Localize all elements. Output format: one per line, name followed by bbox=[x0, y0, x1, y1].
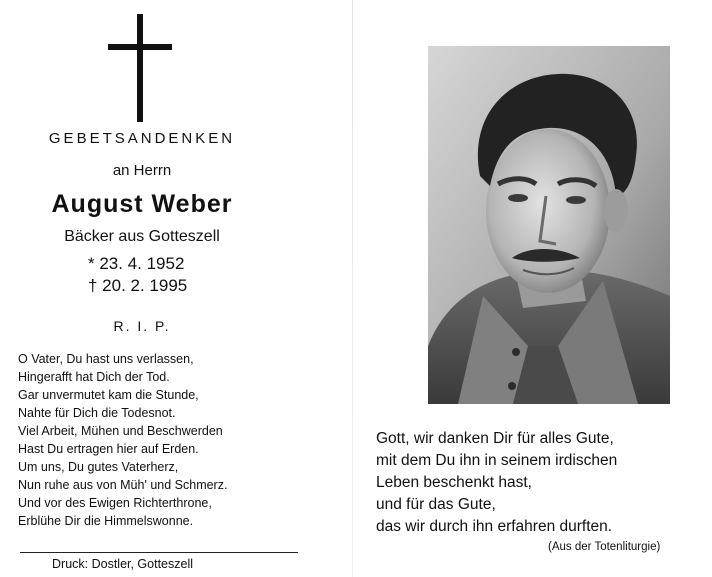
poem-line: Nahte für Dich die Todesnot. bbox=[18, 406, 176, 420]
poem-line: Erblühe Dir die Himmelswonne. bbox=[18, 514, 194, 528]
prayer-line: Gott, wir danken Dir für alles Gute, bbox=[376, 430, 614, 447]
card-heading: GEBETSANDENKEN bbox=[48, 130, 236, 147]
prayer-line: und für das Gute, bbox=[376, 496, 496, 513]
poem-line: O Vater, Du hast uns verlassen, bbox=[18, 352, 194, 366]
profession: Bäcker aus Gotteszell bbox=[64, 228, 220, 245]
prayer-text bbox=[376, 428, 617, 538]
prayer-line: das wir durch ihn erfahren durften. bbox=[376, 518, 613, 535]
poem-line: Um uns, Du gutes Vaterherz, bbox=[18, 460, 179, 474]
prayer-source: (Aus der Totenliturgie) bbox=[548, 541, 661, 553]
poem-line: Viel Arbeit, Mühen und Beschwerden bbox=[18, 424, 223, 438]
poem-line: Nun ruhe aus von Müh' und Schmerz. bbox=[18, 478, 228, 492]
birth-date: * 23. 4. 1952 bbox=[88, 254, 185, 273]
memorial-poem bbox=[18, 350, 227, 530]
fold-line bbox=[352, 0, 353, 577]
salutation: an Herrn bbox=[112, 162, 172, 179]
poem-line: Gar unvermutet kam die Stunde, bbox=[18, 388, 199, 402]
prayer-line: mit dem Du ihn in seinem irdischen bbox=[376, 452, 618, 469]
rip-text: R. I. P. bbox=[113, 318, 171, 334]
poem-line: Hast Du ertragen hier auf Erden. bbox=[18, 442, 199, 456]
print-credit: Druck: Dostler, Gotteszell bbox=[52, 557, 194, 571]
latin-cross-icon bbox=[108, 14, 172, 122]
death-date: † 20. 2. 1995 bbox=[88, 276, 188, 295]
deceased-name: August Weber bbox=[51, 190, 233, 218]
print-divider bbox=[20, 552, 298, 553]
portrait-photo bbox=[428, 46, 670, 404]
prayer-line: Leben beschenkt hast, bbox=[376, 474, 532, 491]
poem-line: Hingerafft hat Dich der Tod. bbox=[18, 370, 170, 384]
poem-line: Und vor des Ewigen Richterthrone, bbox=[18, 496, 212, 510]
